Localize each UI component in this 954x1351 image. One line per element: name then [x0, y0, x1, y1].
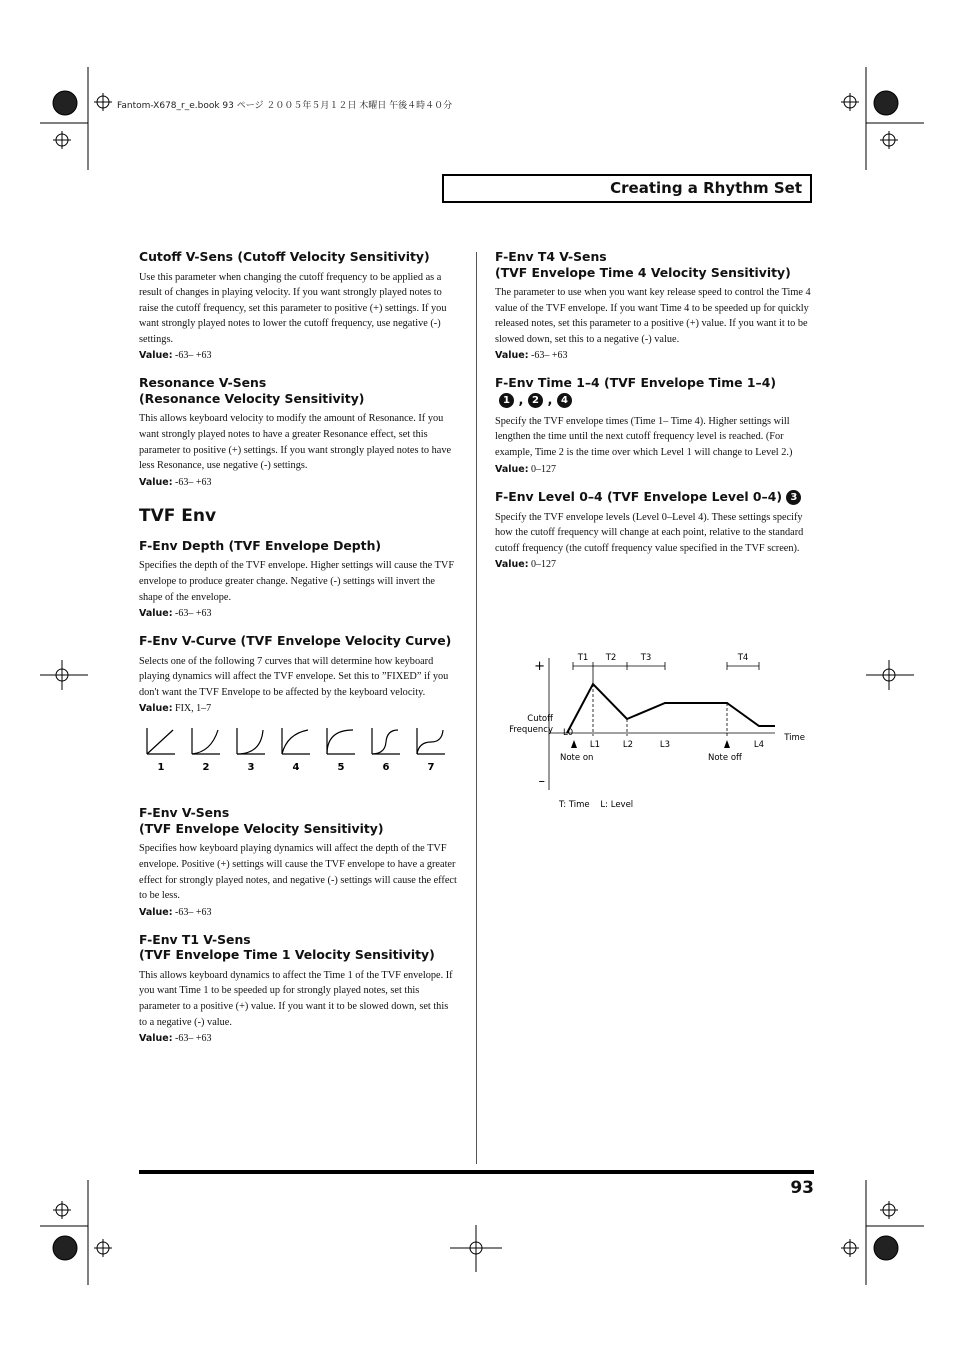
fenv-vcurve-body: Selects one of the following 7 curves that will determine how keyboard playing dynamics will affect the TVF envelope. Set this to ”FIXED” if you don't want the TVF Envelope to be affected by the keyboard velocity. [139, 655, 449, 698]
note-off-label: Note off [708, 753, 742, 763]
cutoff-vsens-section [139, 249, 457, 363]
fenv-t4-vsens-title: F-Env T4 V-Sens (TVF Envelope Time 4 Velocity Sensitivity) [495, 249, 791, 280]
marker-4-icon: 4 [557, 393, 572, 408]
fenv-time-section [495, 375, 813, 476]
t1-label: T1 [577, 653, 589, 663]
minus-sign: – [538, 774, 545, 789]
l3-label: L3 [659, 740, 671, 750]
column-divider [476, 252, 477, 1164]
fenv-t4-vsens-section [495, 249, 813, 363]
curve-2 [192, 728, 220, 754]
footer-rule [139, 1170, 814, 1174]
section-title: Creating a Rhythm Set [610, 179, 802, 197]
fenv-depth-title: F-Env Depth (TVF Envelope Depth) [139, 537, 382, 553]
curve-label-4: 4 [292, 762, 300, 774]
curve-label-2: 2 [202, 762, 210, 774]
curve-6 [372, 728, 400, 754]
fenv-time-value: Value: 0–127 [495, 463, 557, 475]
velocity-curves-figure [139, 724, 457, 776]
marker-2-icon: 2 [528, 393, 543, 408]
fenv-time-body: Specify the TVF envelope times (Time 1– Time 4). Higher settings will lengthen the time until the next cutoff frequency level is reached. (For example, Time 2 is the time over which Level 1 will change to Level 2.) [495, 415, 793, 459]
cutoff-vsens-value: Value: -63– +63 [139, 350, 212, 362]
l1-label: L1 [589, 740, 601, 750]
l4-label: L4 [753, 740, 765, 750]
curve-4 [282, 728, 310, 754]
x-axis-label: Time [784, 733, 805, 743]
note-off-marker-icon [724, 740, 730, 748]
fenv-vsens-body: Specifies how keyboard playing dynamics will affect the depth of the TVF envelope. Positive (+) settings will cause the TVF envelope to have a greater effect for strongly played notes, and negative (-) settings will cause the effect to be less. [139, 843, 457, 902]
right-column [495, 249, 813, 584]
resonance-vsens-value: Value: -63– +63 [139, 476, 212, 488]
plus-sign: + [534, 659, 545, 674]
fenv-level-value: Value: 0–127 [495, 559, 557, 571]
fenv-t1-vsens-value: Value: -63– +63 [139, 1033, 212, 1045]
fenv-depth-body: Specifies the depth of the TVF envelope. Higher settings will cause the TVF envelope to produce greater change. Negative (-) settings will invert the shape of the envelope. [139, 560, 455, 603]
fenv-t1-vsens-body: This allows keyboard dynamics to affect the Time 1 of the TVF envelope. If you want Time 1 to be speeded up for strongly played notes, set this parameter to a positive (+) value. If you want it to be slowed down, set this to a negative (-) value. [139, 969, 453, 1028]
resonance-vsens-body: This allows keyboard velocity to modify the amount of Resonance. If you want strongly played notes to have a greater Resonance effect, set this parameter to positive (+) settings. If you want strongly played notes to have less Resonance, use negative (-) settings. [139, 413, 452, 472]
curve-7 [417, 728, 445, 754]
fenv-level-title: F-Env Level 0–4 (TVF Envelope Level 0–4) 3 [495, 489, 813, 505]
fenv-t1-vsens-section [139, 932, 457, 1046]
curve-5 [327, 728, 355, 754]
t3-label: T3 [640, 653, 652, 663]
tvf-envelope-diagram [505, 648, 815, 813]
l0-label: L0 [563, 728, 574, 738]
fenv-vsens-value: Value: -63– +63 [139, 906, 212, 918]
resonance-vsens-title: Resonance V-Sens (Resonance Velocity Sensitivity) [139, 375, 365, 406]
fenv-depth-section [139, 538, 457, 621]
fenv-depth-value: Value: -63– +63 [139, 608, 212, 620]
fenv-vsens-section [139, 805, 457, 919]
y-axis-label-line2: Frequency [509, 725, 553, 735]
curve-label-1: 1 [157, 762, 165, 774]
fenv-t1-vsens-title: F-Env T1 V-Sens (TVF Envelope Time 1 Velocity Sensitivity) [139, 931, 435, 963]
y-axis-label-line1: Cutoff [527, 714, 553, 724]
fenv-vcurve-title: F-Env V-Curve (TVF Envelope Velocity Curve) [139, 633, 452, 649]
note-on-label: Note on [560, 753, 594, 763]
curve-label-5: 5 [337, 762, 345, 774]
l2-label: L2 [622, 740, 634, 750]
curve-1 [147, 728, 175, 754]
fenv-level-body: Specify the TVF envelope levels (Level 0–Level 4). These settings specify how the cutoff frequency will change at each point, relative to the standard cutoff frequency (the cutoff frequency value specified in the TVF screen). [495, 511, 804, 554]
section-header-box [442, 174, 812, 203]
fenv-time-title: F-Env Time 1–4 (TVF Envelope Time 1–4) [495, 375, 777, 391]
t2-label: T2 [605, 653, 617, 663]
fenv-vcurve-section [139, 633, 457, 793]
fenv-t4-vsens-body: The parameter to use when you want key release speed to control the Time 4 value of the TVF envelope. If you want Time 4 to be speeded up for quickly released notes, set this parameter to a positive (+) value. If you want it to be slowed down, set this to a negative (-) value. [495, 287, 811, 345]
fenv-vsens-title: F-Env V-Sens (TVF Envelope Velocity Sensitivity) [139, 805, 384, 836]
t4-label: T4 [737, 653, 749, 663]
curve-label-7: 7 [427, 762, 435, 774]
fenv-vcurve-value: Value: FIX, 1–7 [139, 703, 212, 715]
cutoff-vsens-body: Use this parameter when changing the cutoff frequency to be applied as a result of changes in playing velocity. If you want strongly played notes to raise the cutoff frequency, set this parameter to positive (+) settings. If you want strongly played notes to lower the cutoff frequency, use negative (-) settings. [139, 271, 447, 345]
resonance-vsens-section [139, 375, 457, 489]
curve-label-3: 3 [247, 762, 255, 774]
fenv-time-markers: 1 , 2 , 4 [499, 393, 813, 408]
file-header: Fantom-X678_r_e.book 93 ページ ２００５年５月１２日 木曜日 午後４時４０分 [117, 101, 453, 111]
note-on-marker-icon [571, 740, 577, 748]
tvf-env-heading: TVF Env [139, 505, 217, 526]
curve-3 [237, 728, 265, 754]
fenv-t4-vsens-value: Value: -63– +63 [495, 350, 568, 362]
fenv-level-section [495, 489, 813, 573]
curve-label-6: 6 [382, 762, 390, 774]
marker-1-icon: 1 [499, 393, 514, 408]
cutoff-vsens-title: Cutoff V-Sens (Cutoff Velocity Sensitivity) [139, 249, 430, 264]
page-number: 93 [790, 1178, 814, 1198]
marker-3-icon: 3 [786, 490, 801, 505]
diagram-legend: T: Time L: Level [559, 800, 634, 810]
left-column [139, 249, 457, 1058]
